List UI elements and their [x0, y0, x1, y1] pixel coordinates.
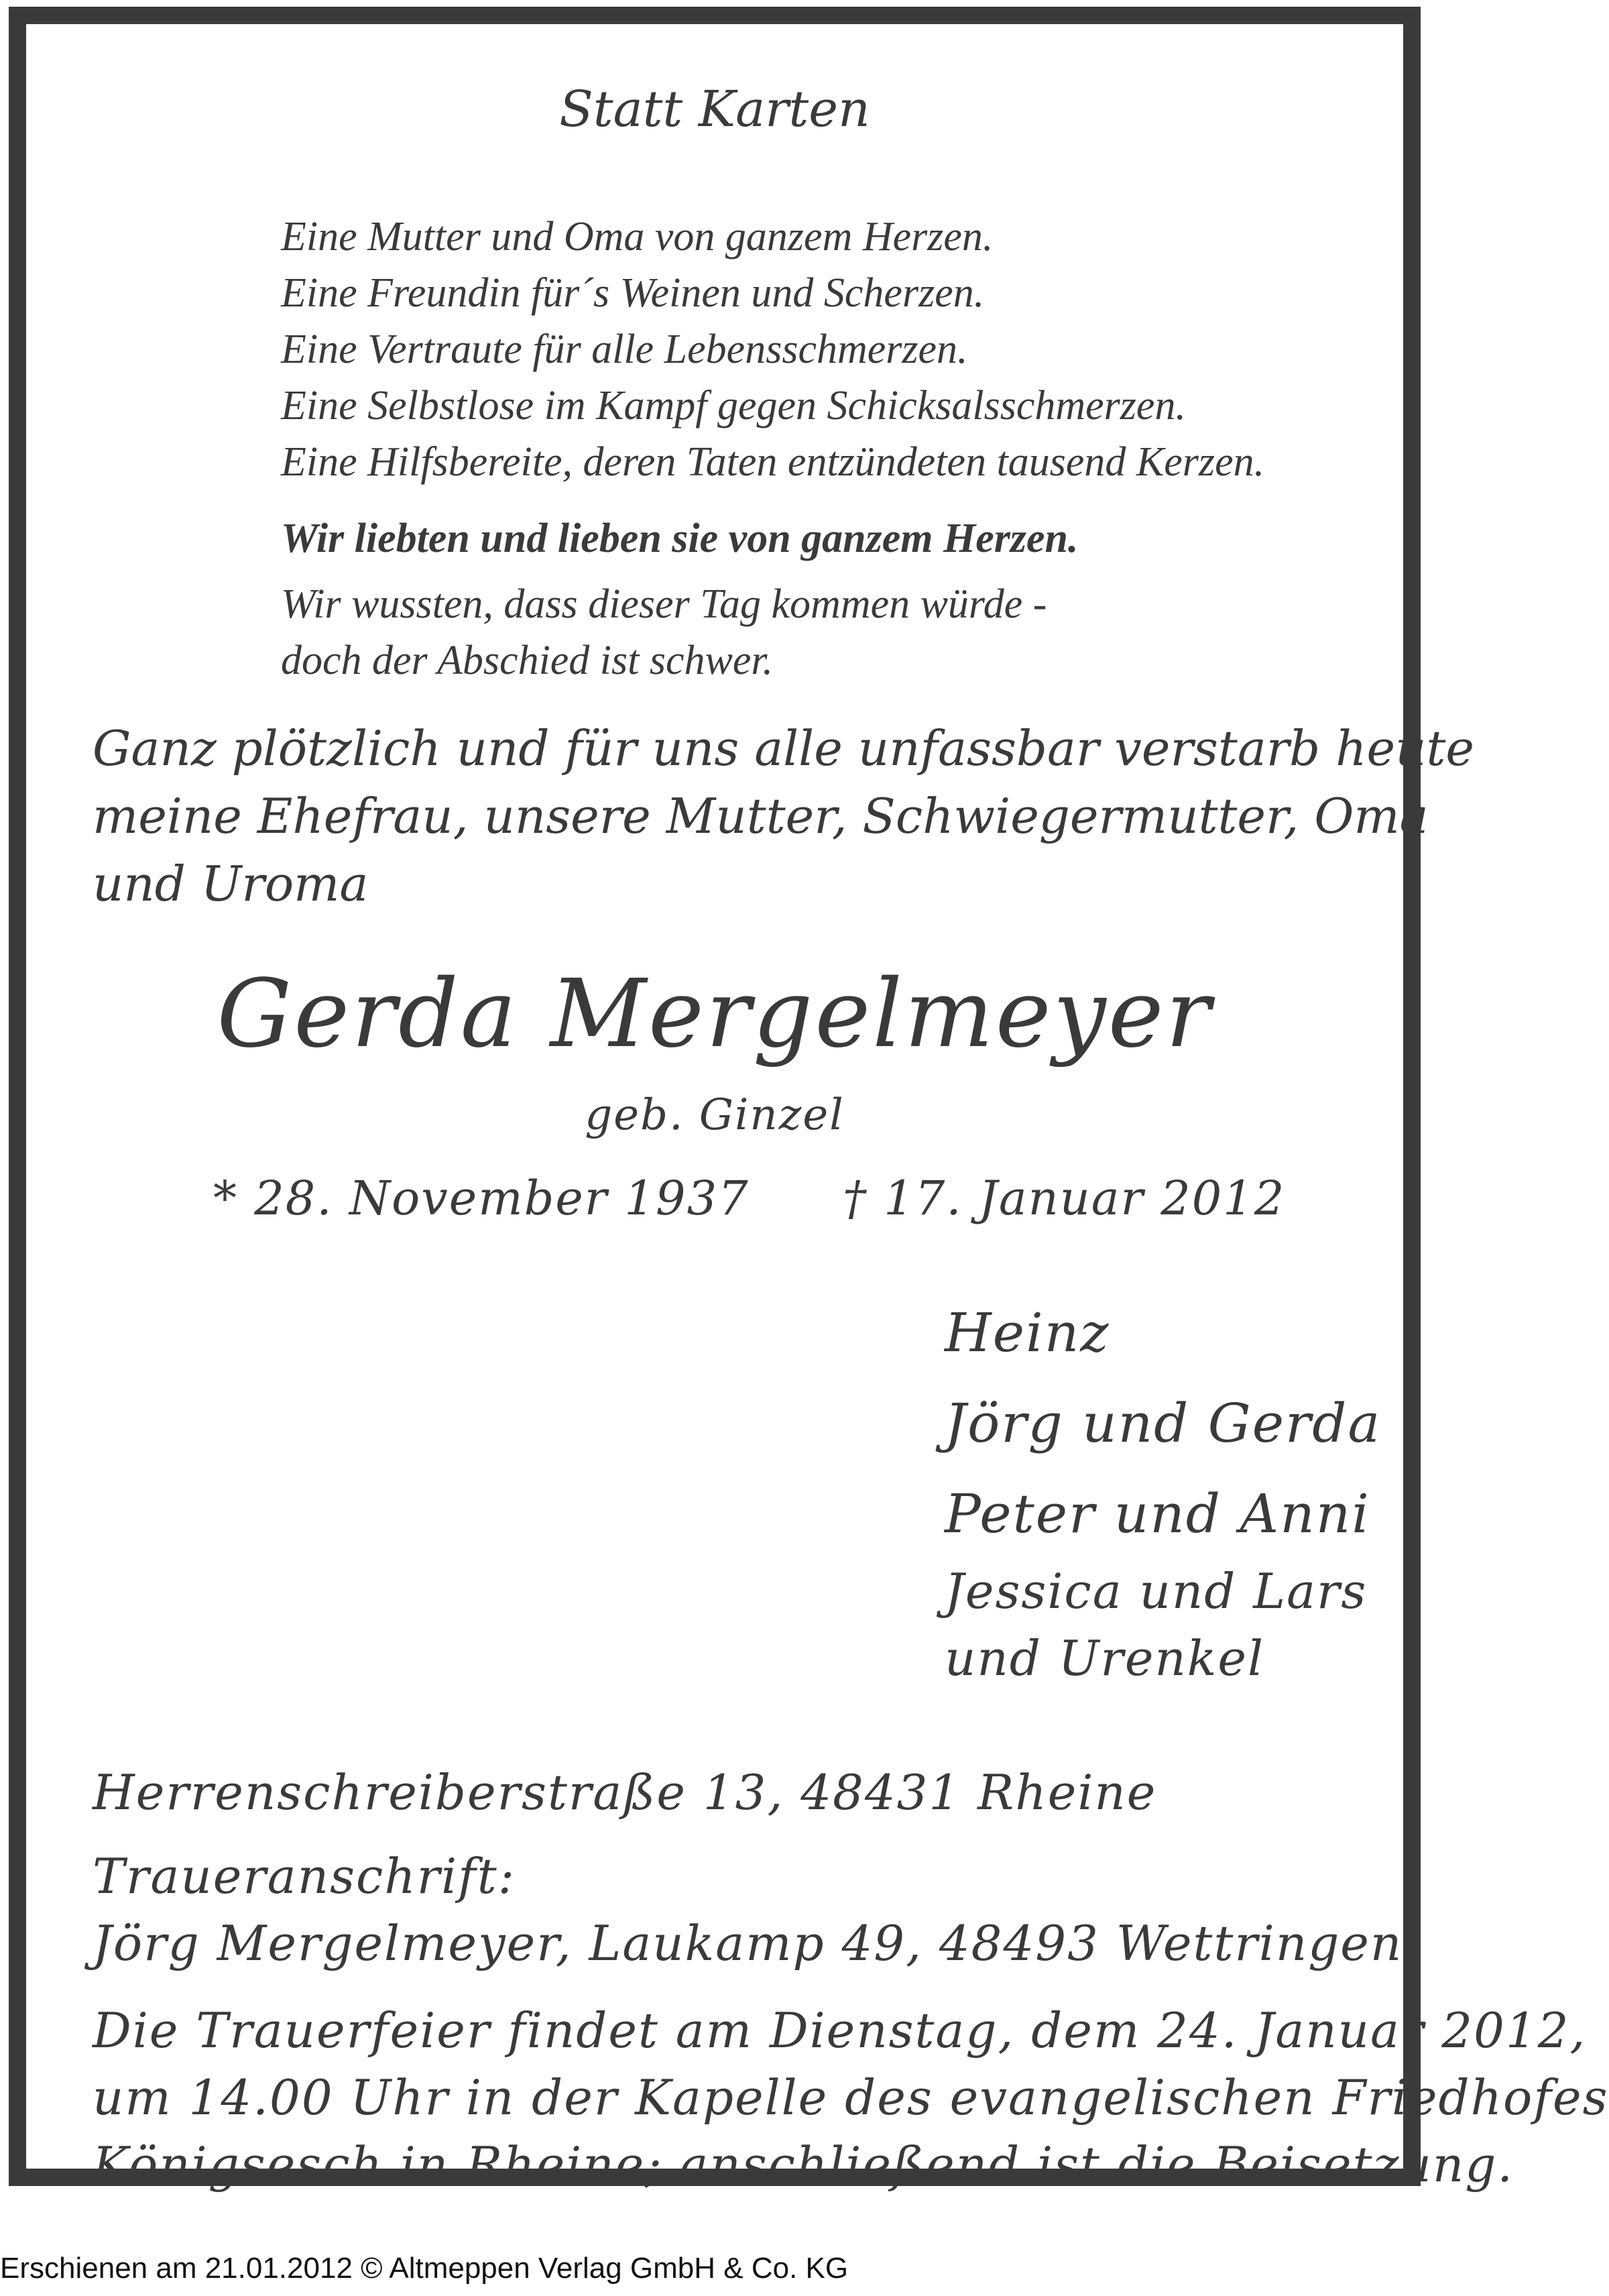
poem-bold-line: Wir liebten und lieben sie von ganzem Herzen.	[281, 516, 1079, 561]
service-line: um 14.00 Uhr in der Kapelle des evangelischen Friedhofes	[93, 2069, 1609, 2126]
poem-verse	[281, 209, 1264, 490]
poem-closing	[281, 576, 1047, 689]
announcement-text	[93, 715, 1475, 918]
announcement-line: und Uroma	[93, 856, 369, 912]
family-member: Heinz	[945, 1302, 1110, 1364]
poem-line: Wir wussten, dass dieser Tag kommen würde -	[281, 581, 1047, 627]
poem-line: Eine Hilfsbereite, deren Taten entzündeten tausend Kerzen.	[281, 439, 1265, 485]
poem-line: Eine Selbstlose im Kampf gegen Schicksalsschmerzen.	[281, 383, 1186, 428]
family-member: Jörg und Gerda	[945, 1392, 1382, 1454]
home-address: Herrenschreiberstraße 13, 48431 Rheine	[93, 1764, 1157, 1821]
death-date: † 17. Januar 2012	[843, 1171, 1286, 1226]
family-member: Jessica und Lars	[945, 1563, 1368, 1619]
poem-line: Eine Freundin für´s Weinen und Scherzen.	[281, 270, 985, 316]
service-line: Die Trauerfeier findet am Dienstag, dem 24. Januar 2012,	[93, 2002, 1587, 2059]
family-member: Peter und Anni	[945, 1483, 1370, 1545]
family-member: und Urenkel	[945, 1630, 1265, 1686]
mourning-address-label: Traueranschrift:	[93, 1848, 516, 1904]
publication-footer: Erschienen am 21.01.2012 © Altmeppen Verlag GmbH & Co. KG	[0, 2252, 849, 2285]
poem-line: doch der Abschied ist schwer.	[281, 638, 774, 683]
service-line: Königsesch in Rheine; anschließend ist die Beisetzung.	[93, 2136, 1514, 2193]
announcement-line: Ganz plötzlich und für uns alle unfassbar verstarb heute	[93, 720, 1475, 777]
maiden-name: geb. Ginzel	[585, 1090, 845, 1140]
birth-date: * 28. November 1937	[213, 1171, 750, 1226]
poem-line: Eine Vertraute für alle Lebensschmerzen.	[281, 327, 968, 372]
notice-header: Statt Karten	[559, 80, 870, 138]
obituary-frame	[9, 7, 1609, 2193]
mourning-address: Jörg Mergelmeyer, Laukamp 49, 48493 Wettringen	[93, 1915, 1403, 1971]
announcement-line: meine Ehefrau, unsere Mutter, Schwiegermutter, Oma	[93, 788, 1429, 844]
deceased-name: Gerda Mergelmeyer	[217, 960, 1213, 1069]
poem-line: Eine Mutter und Oma von ganzem Herzen.	[281, 214, 994, 260]
